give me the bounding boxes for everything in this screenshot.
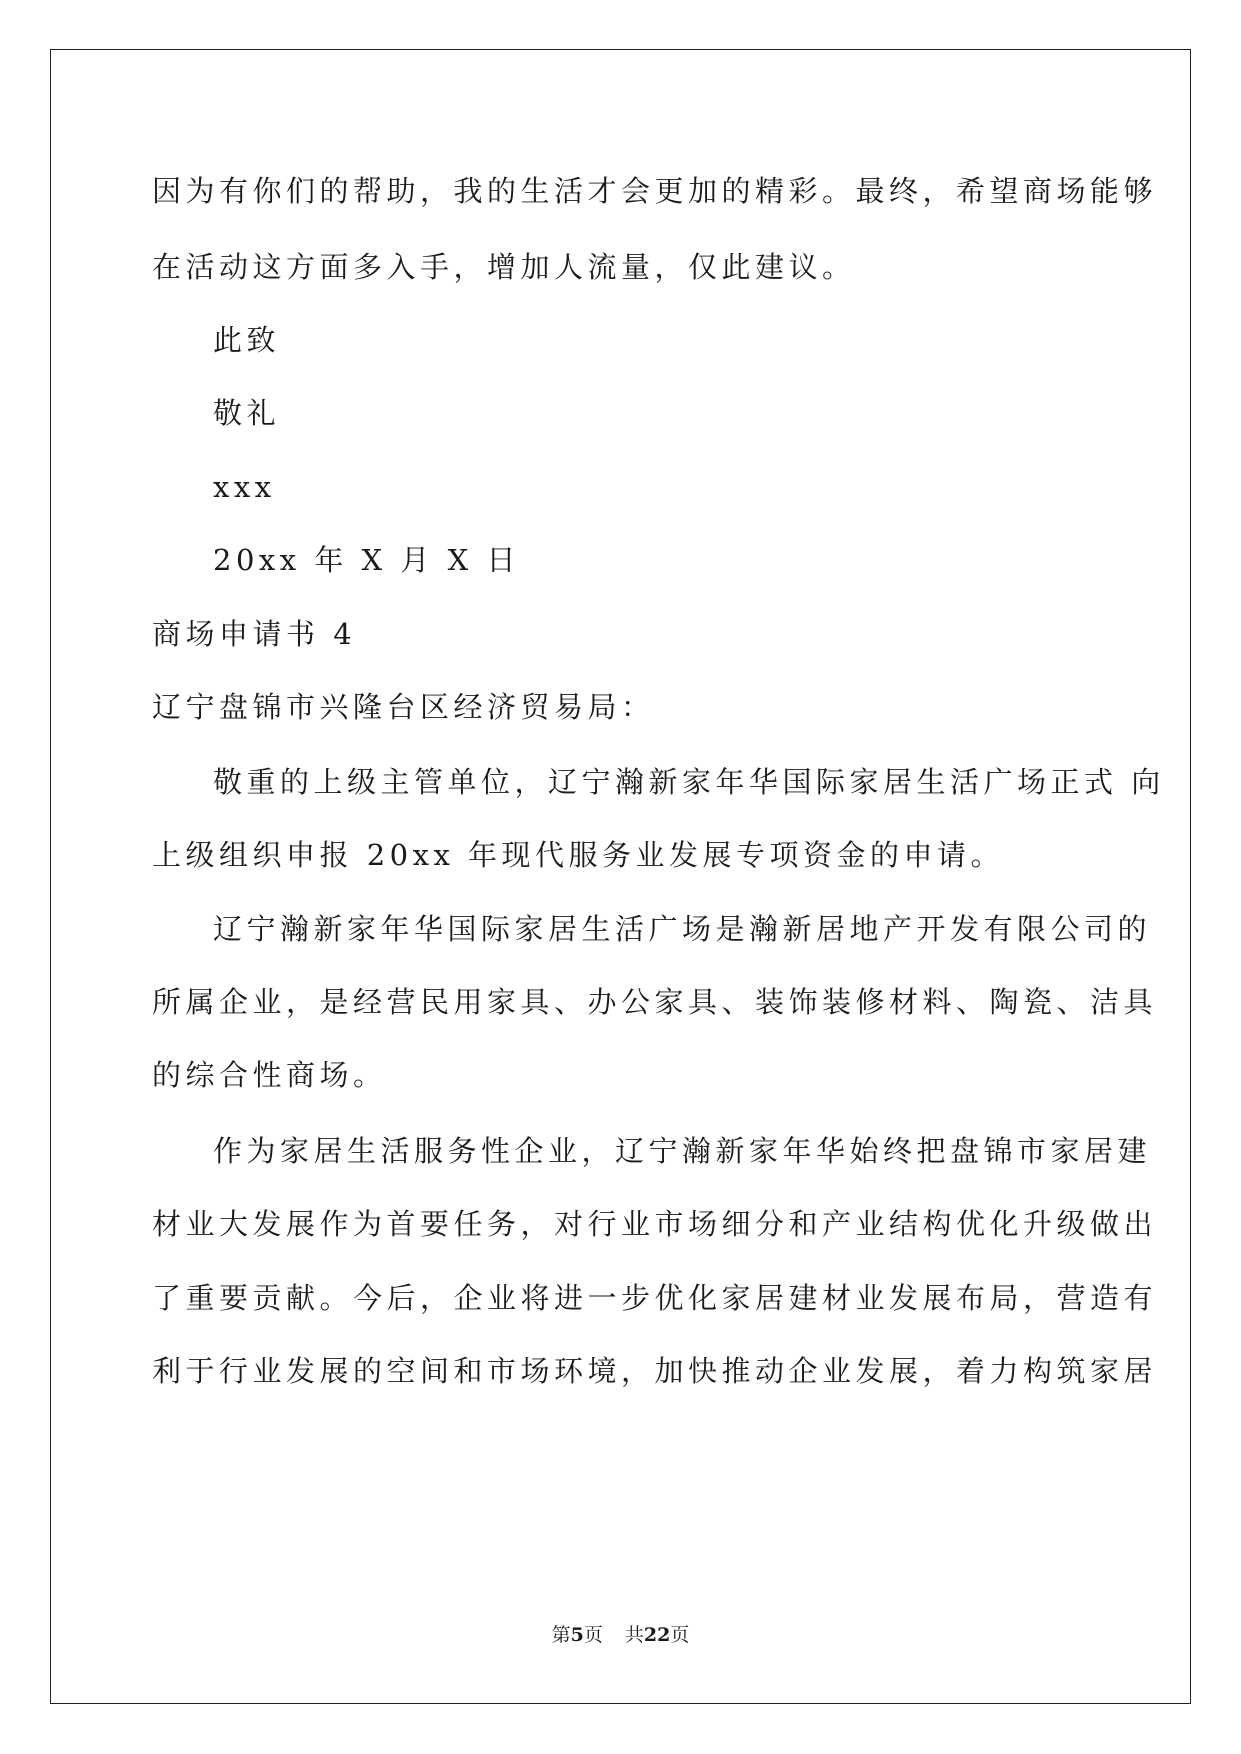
signature-date: 20xx 年 X 月 X 日 (213, 543, 520, 577)
total-suffix: 页 (670, 1624, 690, 1646)
total-pages: 22 (643, 1624, 671, 1646)
closing-regards: 敬礼 (213, 396, 281, 430)
body-line-10: 上级组织申报 20xx 年现代服务业发展专项资金的申请。 (152, 838, 1005, 872)
signature-name: xxx (213, 470, 276, 504)
page-prefix: 第 (551, 1624, 571, 1646)
body-line-13: 的综合性商场。 (152, 1058, 387, 1092)
section-heading: 商场申请书 4 (152, 617, 357, 651)
body-line-11: 辽宁瀚新家年华国际家居生活广场是瀚新居地产开发有限公司的 (213, 912, 1152, 946)
body-line-14: 作为家居生活服务性企业，辽宁瀚新家年华始终把盘锦市家居建 (213, 1134, 1152, 1168)
body-line-9: 敬重的上级主管单位，辽宁瀚新家年华国际家居生活广场正式 向 (213, 765, 1165, 799)
body-line-15: 材业大发展作为首要任务，对行业市场细分和产业结构优化升级做出 (152, 1207, 1158, 1241)
body-line-16: 了重要贡献。今后，企业将进一步优化家居建材业发展布局，营造有 (152, 1281, 1158, 1315)
body-line-1: 因为有你们的帮助，我的生活才会更加的精彩。最终，希望商场能够 (152, 174, 1158, 208)
closing-salutation: 此致 (213, 323, 281, 357)
total-prefix: 共 (624, 1624, 644, 1646)
addressee: 辽宁盘锦市兴隆台区经济贸易局： (152, 690, 655, 724)
body-line-17: 利于行业发展的空间和市场环境，加快推动企业发展，着力构筑家居 (152, 1354, 1158, 1388)
page-suffix: 页 (583, 1624, 603, 1646)
body-line-12: 所属企业，是经营民用家具、办公家具、装饰装修材料、陶瓷、洁具 (152, 985, 1158, 1019)
page-number: 5 (570, 1624, 584, 1646)
page-border (50, 49, 1191, 1704)
page-footer (0, 1623, 1241, 1647)
body-line-2: 在活动这方面多入手，增加人流量，仅此建议。 (152, 250, 856, 284)
